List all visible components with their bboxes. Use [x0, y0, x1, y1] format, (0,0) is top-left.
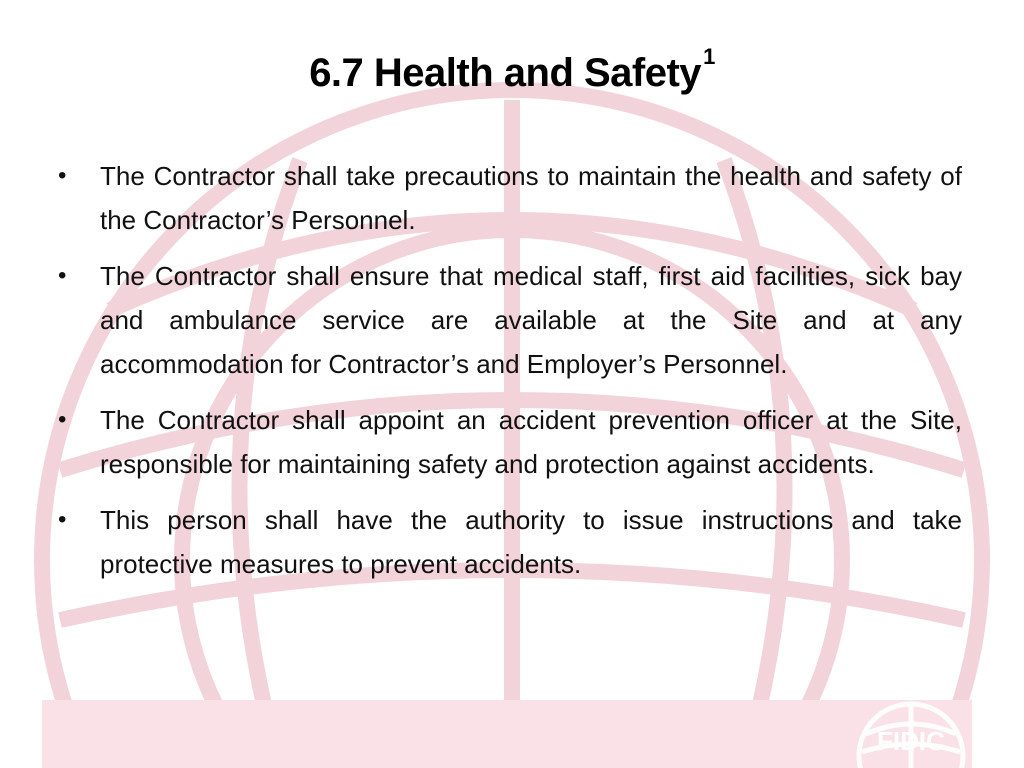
- title-footnote: 1: [703, 44, 715, 69]
- bullet-icon: •: [58, 162, 67, 189]
- bullet-icon: •: [58, 406, 67, 433]
- title-text: 6.7 Health and Safety: [309, 51, 702, 95]
- bullet-text: This person shall have the authority to issue instructions and take protective measures to prevent accidents.: [100, 505, 962, 579]
- bullet-item: [58, 154, 962, 242]
- fidic-logo: [846, 694, 976, 768]
- bullet-text: The Contractor shall appoint an accident prevention officer at the Site, responsible for maintaining safety and protection against accidents.: [100, 405, 962, 479]
- bullet-list: [58, 154, 962, 598]
- bullet-text: The Contractor shall ensure that medical staff, first aid facilities, sick bay and ambulance service are available at the Site and at any accommodation for Contractor’s and Employer’s Personnel.: [100, 261, 962, 379]
- bullet-text: The Contractor shall take precautions to maintain the health and safety of the Contractor’s Personnel.: [100, 161, 962, 235]
- footer-band: [42, 700, 972, 768]
- bullet-icon: •: [58, 262, 67, 289]
- logo-text: FIDIC: [877, 726, 945, 756]
- bullet-item: [58, 398, 962, 486]
- bullet-icon: •: [58, 506, 67, 533]
- slide-title: [0, 44, 1024, 96]
- bullet-item: [58, 254, 962, 386]
- bullet-item: [58, 498, 962, 586]
